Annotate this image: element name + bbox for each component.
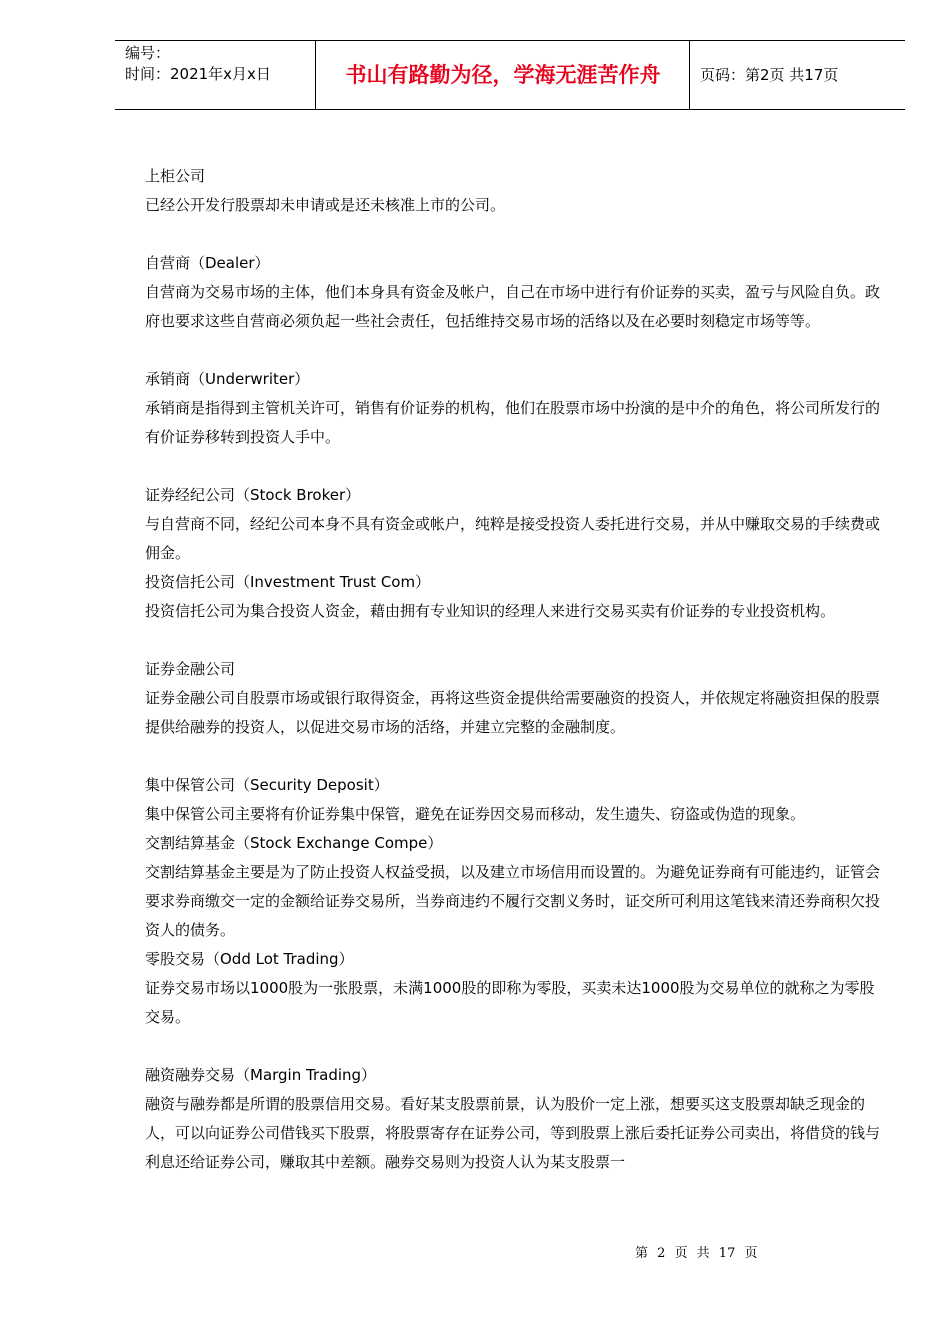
paragraph-spacer [145, 452, 880, 481]
header-meta [125, 43, 271, 85]
section-body: 集中保管公司主要将有价证券集中保管，避免在证券因交易而移动，发生遗失、窃盗或伪造的现象。 [145, 805, 806, 823]
section-body: 自营商为交易市场的主体，他们本身具有资金及帐户，自己在市场中进行有价证券的买卖，盈亏与风险自负。政府也要求这些自营商必须负起一些社会责任，包括维持交易市场的活络以及在必要时刻稳定市场等等。 [145, 283, 881, 330]
section-body: 已经公开发行股票却未申请或是还未核准上市的公司。 [145, 196, 506, 214]
section-dealer [145, 249, 880, 336]
page-footer: 第 2 页 共 17 页 [635, 1246, 758, 1261]
section-security-deposit [145, 771, 880, 829]
document-date: 时间：2021年x月x日 [125, 65, 271, 83]
section-body: 融资与融券都是所谓的股票信用交易。看好某支股票前景，认为股价一定上涨，想要买这支股票却缺乏现金的人，可以向证券公司借钱买下股票，将股票寄存在证券公司，等到股票上涨后委托证券公司卖出，将借贷的钱与利息还给证券公司，赚取其中差额。融券交易则为投资人认为某支股票一 [145, 1095, 881, 1171]
document-body [145, 162, 880, 1177]
section-title: 证券经纪公司（Stock Broker） [145, 486, 361, 504]
section-body: 与自营商不同，经纪公司本身不具有资金或帐户，纯粹是接受投资人委托进行交易，并从中赚取交易的手续费或佣金。 [145, 515, 881, 562]
header-divider-left [315, 41, 316, 109]
paragraph-spacer [145, 336, 880, 365]
header-motto: 书山有路勤为径，学海无涯苦作舟 [345, 63, 661, 87]
paragraph-spacer [145, 742, 880, 771]
section-title: 上柜公司 [145, 167, 206, 185]
section-body: 证券金融公司自股票市场或银行取得资金，再将这些资金提供给需要融资的投资人，并依规定将融资担保的股票提供给融券的投资人，以促进交易市场的活络，并建立完整的金融制度。 [145, 689, 881, 736]
section-investment-trust [145, 568, 880, 626]
section-title: 零股交易（Odd Lot Trading） [145, 950, 354, 968]
section-body: 承销商是指得到主管机关许可，销售有价证券的机构，他们在股票市场中扮演的是中介的角色，将公司所发行的有价证券移转到投资人手中。 [145, 399, 881, 446]
section-title: 自营商（Dealer） [145, 254, 270, 272]
page-header [115, 40, 905, 110]
section-body: 投资信托公司为集合投资人资金，藉由拥有专业知识的经理人来进行交易买卖有价证券的专业投资机构。 [145, 602, 836, 620]
section-title: 证券金融公司 [145, 660, 236, 678]
section-underwriter [145, 365, 880, 452]
section-securities-finance [145, 655, 880, 742]
document-number-label: 编号： [125, 44, 171, 62]
section-stock-broker [145, 481, 880, 568]
section-otc-company [145, 162, 880, 220]
section-title: 集中保管公司（Security Deposit） [145, 776, 389, 794]
paragraph-spacer [145, 626, 880, 655]
section-settlement-fund [145, 829, 880, 945]
header-page-info: 页码：第2页 共17页 [700, 66, 839, 84]
section-title: 交割结算基金（Stock Exchange Compe） [145, 834, 443, 852]
section-body: 交割结算基金主要是为了防止投资人权益受损，以及建立市场信用而设置的。为避免证券商有可能违约，证管会要求券商缴交一定的金额给证券交易所，当券商违约不履行交割义务时，证交所可利用这笔钱来清还券商积欠投资人的债务。 [145, 863, 881, 939]
section-margin-trading [145, 1061, 880, 1177]
section-body: 证券交易市场以1000股为一张股票，未满1000股的即称为零股，买卖未达1000股为交易单位的就称之为零股交易。 [145, 979, 875, 1026]
section-title: 承销商（Underwriter） [145, 370, 310, 388]
section-title: 投资信托公司（Investment Trust Com） [145, 573, 431, 591]
section-odd-lot-trading [145, 945, 880, 1032]
paragraph-spacer [145, 1032, 880, 1061]
header-divider-right [689, 41, 690, 109]
paragraph-spacer [145, 220, 880, 249]
section-title: 融资融券交易（Margin Trading） [145, 1066, 377, 1084]
